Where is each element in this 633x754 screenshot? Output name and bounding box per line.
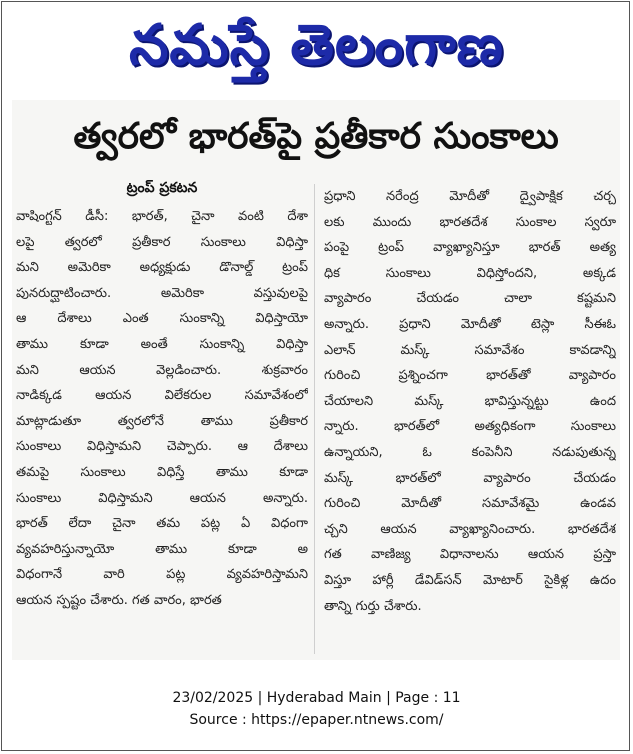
text-line: చ్చని ఆయన వ్యాఖ్యానించారు. భారతదేశ <box>324 521 616 537</box>
text-line: మస్క్ భారత్‌లో వ్యాపారం చేయడం <box>324 470 616 486</box>
article-headline: త్వరలో భారత్‌పై ప్రతీకార సుంకాలు <box>73 116 559 157</box>
text-line: తాన్ని గుర్తు చేశారు. <box>324 598 422 614</box>
text-line: ధిక సుంకాలు విధిస్తోందని, అక్కడ <box>324 265 616 281</box>
text-line: లకు ముందు భారతదేశ సుంకాల స్వరూ <box>324 214 616 230</box>
text-line: మని అమెరికా అధ్యక్షుడు డొనాల్డ్ ట్రంప్ <box>16 260 308 276</box>
edition-info: 23/02/2025 | Hyderabad Main | Page : 11 <box>172 690 461 706</box>
source-link[interactable]: Source : https://epaper.ntnews.com/ <box>189 712 444 728</box>
text-line: న్నారు. భారత్‌లో అత్యధికంగా సుంకాలు <box>324 419 616 435</box>
text-line: గురించి ప్రశ్నించగా భారత్‌తో వ్యాపారం <box>324 368 616 384</box>
text-line: ఉన్నాయని, ఓ కంపెనీని నడుపుతున్న <box>324 444 616 460</box>
text-line: విస్తూ హార్లీ డేవిడ్‌సన్ మోటార్ సైకిళ్ల ఉదం <box>324 572 616 588</box>
text-line: మాట్లాడుతూ త్వరలోనే తాము ప్రతీకార <box>16 413 308 429</box>
article-byline: ట్రంప్ ప్రకటన <box>126 180 198 196</box>
news-clipping <box>12 100 620 660</box>
text-line: వ్యవహరిస్తున్నాయో తాము కూడా అ <box>16 541 308 557</box>
article-column-left <box>16 180 308 614</box>
text-line: ఆయన స్పష్టం చేశారు. గత వారం, భారత <box>16 592 222 608</box>
text-line: సుంకాలు విధిస్తామని ఆయన అన్నారు. <box>16 490 308 506</box>
newspaper-masthead <box>0 2 633 94</box>
article-column-right <box>324 184 616 619</box>
text-line: విధంగానే వారి పట్ల వ్యవహరిస్తామని <box>16 567 308 583</box>
text-line: మని ఆయన వెల్లడించారు. శుక్రవారం <box>16 362 308 378</box>
text-line: పంపై ట్రంప్ వ్యాఖ్యానిస్తూ భారత్ అత్య <box>324 240 616 256</box>
masthead-logo-text: నమస్తే తెలంగాణ <box>129 13 504 78</box>
text-line: ఆ దేశాలు ఎంత సుంకాన్ని విధిస్తాయో <box>16 311 308 327</box>
text-line: నాడిక్కడ ఆయన విలేకరుల సమావేశంలో <box>16 388 308 404</box>
text-line: అన్నారు. ప్రధాని మోదీతో టెస్లా సీఈఓ <box>324 316 616 332</box>
right-column-text <box>324 184 616 619</box>
text-line: సుంకాలు విధిస్తామని చెప్పారు. ఆ దేశాలు <box>16 439 308 455</box>
text-line: గురించి మోదీతో సమావేశమై ఉండవ <box>324 496 616 512</box>
text-line: ప్రధాని నరేంద్ర మోదీతో ద్వైపాక్షిక చర్చ <box>324 189 616 204</box>
text-line: పునరుద్ఘాటించారు. అమెరికా వస్తువులపై <box>16 285 308 301</box>
text-line: భారత్ లేదా చైనా తమ పట్ల ఏ విధంగా <box>16 516 308 532</box>
text-line: చేయాలని మస్క్ భావిస్తున్నట్టు ఉంద <box>324 393 616 409</box>
text-line: గత వాణిజ్య విధానాలను ఆయన ప్రస్తా <box>324 547 616 563</box>
text-line: ఎలాన్ మస్క్ సమావేశం కావడాన్ని <box>324 342 616 358</box>
text-line: తాము కూడా అంతే సుంకాన్ని విధిస్తా <box>16 336 308 352</box>
text-line: తమపై సుంకాలు విధిస్తే తాము కూడా <box>16 464 308 480</box>
column-divider <box>314 184 315 654</box>
text-line: వాషింగ్టన్ డీసీ: భారత్, చైనా వంటి దేశా <box>16 209 308 224</box>
text-line: వ్యాపారం చేయడం చాలా కష్టమని <box>324 291 616 307</box>
left-column-text <box>16 204 308 614</box>
text-line: లపై త్వరలో ప్రతీకార సుంకాలు విధిస్తా <box>16 234 308 250</box>
